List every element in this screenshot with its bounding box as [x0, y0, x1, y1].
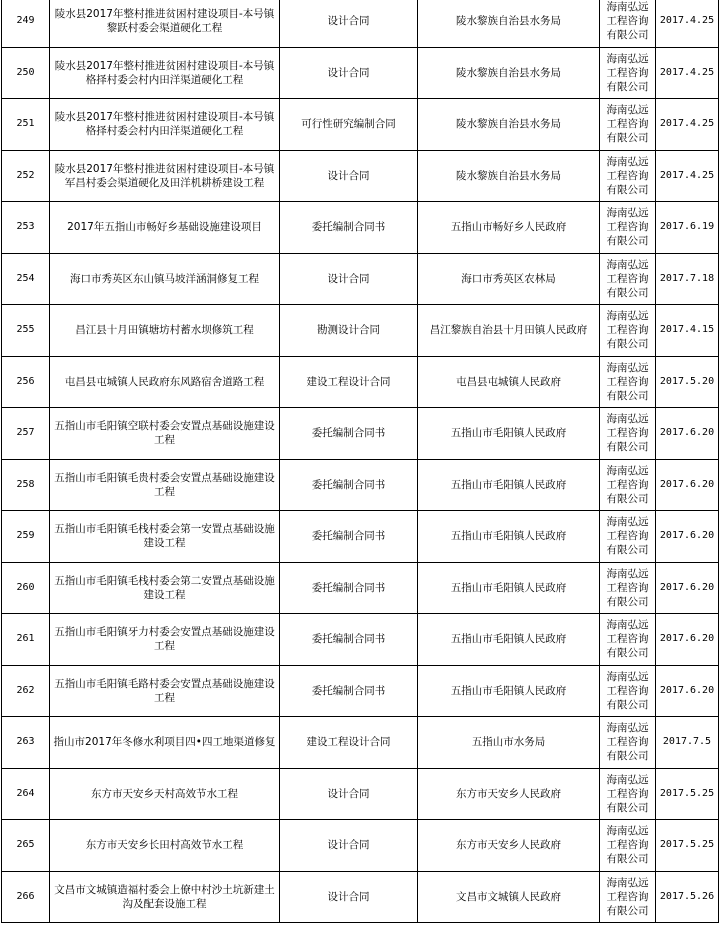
vendor-cell: 海南弘远工程咨询有限公司 [600, 820, 656, 872]
contract-type-cell: 勘测设计合同 [280, 305, 418, 357]
row-number-cell: 266 [2, 871, 50, 923]
client-cell: 五指山市毛阳镇人民政府 [418, 665, 600, 717]
row-number-cell: 264 [2, 768, 50, 820]
project-name-cell: 五指山市毛阳镇毛贵村委会安置点基础设施建设工程 [50, 459, 280, 511]
row-number-cell: 252 [2, 150, 50, 202]
client-cell: 文昌市文城镇人民政府 [418, 871, 600, 923]
row-number-cell: 260 [2, 562, 50, 614]
date-cell: 2017.6.19 [656, 202, 719, 254]
table-row [2, 253, 719, 305]
table-row [2, 562, 719, 614]
table-row [2, 150, 719, 202]
project-name-cell: 陵水县2017年整村推进贫困村建设项目-本号镇格择村委会村内田洋渠道硬化工程 [50, 99, 280, 151]
vendor-cell: 海南弘远工程咨询有限公司 [600, 253, 656, 305]
date-cell: 2017.5.20 [656, 356, 719, 408]
client-cell: 五指山市水务局 [418, 717, 600, 769]
vendor-cell: 海南弘远工程咨询有限公司 [600, 0, 656, 47]
vendor-cell: 海南弘远工程咨询有限公司 [600, 665, 656, 717]
row-number-cell: 251 [2, 99, 50, 151]
project-name-cell: 昌江县十月田镇塘坊村蓄水坝修筑工程 [50, 305, 280, 357]
date-cell: 2017.4.15 [656, 305, 719, 357]
vendor-cell: 海南弘远工程咨询有限公司 [600, 99, 656, 151]
date-cell: 2017.4.25 [656, 0, 719, 47]
vendor-cell: 海南弘远工程咨询有限公司 [600, 717, 656, 769]
client-cell: 五指山市毛阳镇人民政府 [418, 614, 600, 666]
vendor-cell: 海南弘远工程咨询有限公司 [600, 459, 656, 511]
row-number-cell: 257 [2, 408, 50, 460]
date-cell: 2017.7.5 [656, 717, 719, 769]
vendor-cell: 海南弘远工程咨询有限公司 [600, 614, 656, 666]
contracts-table-body [2, 0, 719, 923]
client-cell: 屯昌县屯城镇人民政府 [418, 356, 600, 408]
project-name-cell: 五指山市毛阳镇毛栈村委会第一安置点基础设施建设工程 [50, 511, 280, 563]
row-number-cell: 255 [2, 305, 50, 357]
vendor-cell: 海南弘远工程咨询有限公司 [600, 562, 656, 614]
client-cell: 五指山市毛阳镇人民政府 [418, 459, 600, 511]
vendor-cell: 海南弘远工程咨询有限公司 [600, 356, 656, 408]
contract-type-cell: 设计合同 [280, 47, 418, 99]
project-name-cell: 东方市天安乡天村高效节水工程 [50, 768, 280, 820]
contract-type-cell: 委托编制合同书 [280, 614, 418, 666]
project-name-cell: 屯昌县屯城镇人民政府东风路宿舍道路工程 [50, 356, 280, 408]
date-cell: 2017.6.20 [656, 408, 719, 460]
project-name-cell: 东方市天安乡长田村高效节水工程 [50, 820, 280, 872]
project-name-cell: 五指山市毛阳镇空联村委会安置点基础设施建设工程 [50, 408, 280, 460]
table-row [2, 47, 719, 99]
project-name-cell: 2017年五指山市畅好乡基础设施建设项目 [50, 202, 280, 254]
client-cell: 陵水黎族自治县水务局 [418, 150, 600, 202]
vendor-cell: 海南弘远工程咨询有限公司 [600, 305, 656, 357]
project-name-cell: 海口市秀英区东山镇马坡洋涵洞修复工程 [50, 253, 280, 305]
date-cell: 2017.6.20 [656, 459, 719, 511]
client-cell: 陵水黎族自治县水务局 [418, 0, 600, 47]
project-name-cell: 五指山市毛阳镇毛栈村委会第二安置点基础设施建设工程 [50, 562, 280, 614]
project-name-cell: 文昌市文城镇造福村委会上僚中村沙土坑新建土沟及配套设施工程 [50, 871, 280, 923]
contract-type-cell: 设计合同 [280, 871, 418, 923]
client-cell: 五指山市毛阳镇人民政府 [418, 511, 600, 563]
contract-type-cell: 建设工程设计合同 [280, 717, 418, 769]
contract-type-cell: 委托编制合同书 [280, 665, 418, 717]
project-name-cell: 陵水县2017年整村推进贫困村建设项目-本号镇格择村委会村内田洋渠道硬化工程 [50, 47, 280, 99]
date-cell: 2017.6.20 [656, 511, 719, 563]
client-cell: 东方市天安乡人民政府 [418, 820, 600, 872]
contract-type-cell: 委托编制合同书 [280, 511, 418, 563]
table-row [2, 871, 719, 923]
row-number-cell: 262 [2, 665, 50, 717]
date-cell: 2017.4.25 [656, 99, 719, 151]
row-number-cell: 256 [2, 356, 50, 408]
row-number-cell: 254 [2, 253, 50, 305]
date-cell: 2017.4.25 [656, 47, 719, 99]
table-row [2, 305, 719, 357]
contract-type-cell: 设计合同 [280, 820, 418, 872]
project-name-cell: 陵水县2017年整村推进贫困村建设项目-本号镇军昌村委会渠道硬化及田洋机耕桥建设工程 [50, 150, 280, 202]
contract-type-cell: 建设工程设计合同 [280, 356, 418, 408]
vendor-cell: 海南弘远工程咨询有限公司 [600, 202, 656, 254]
row-number-cell: 263 [2, 717, 50, 769]
row-number-cell: 249 [2, 0, 50, 47]
client-cell: 东方市天安乡人民政府 [418, 768, 600, 820]
table-row [2, 614, 719, 666]
contract-type-cell: 可行性研究编制合同 [280, 99, 418, 151]
client-cell: 陵水黎族自治县水务局 [418, 47, 600, 99]
table-row [2, 0, 719, 47]
table-row [2, 820, 719, 872]
table-row [2, 511, 719, 563]
contract-type-cell: 设计合同 [280, 150, 418, 202]
contract-type-cell: 委托编制合同书 [280, 408, 418, 460]
project-name-cell: 陵水县2017年整村推进贫困村建设项目-本号镇黎跃村委会渠道硬化工程 [50, 0, 280, 47]
vendor-cell: 海南弘远工程咨询有限公司 [600, 47, 656, 99]
project-name-cell: 指山市2017年冬修水利项目四•四工地渠道修复 [50, 717, 280, 769]
client-cell: 海口市秀英区农林局 [418, 253, 600, 305]
date-cell: 2017.7.18 [656, 253, 719, 305]
table-row [2, 768, 719, 820]
contract-type-cell: 委托编制合同书 [280, 459, 418, 511]
client-cell: 昌江黎族自治县十月田镇人民政府 [418, 305, 600, 357]
date-cell: 2017.5.26 [656, 871, 719, 923]
vendor-cell: 海南弘远工程咨询有限公司 [600, 150, 656, 202]
contract-type-cell: 委托编制合同书 [280, 562, 418, 614]
date-cell: 2017.6.20 [656, 614, 719, 666]
date-cell: 2017.5.25 [656, 820, 719, 872]
project-name-cell: 五指山市毛阳镇牙力村委会安置点基础设施建设工程 [50, 614, 280, 666]
contract-type-cell: 设计合同 [280, 768, 418, 820]
date-cell: 2017.6.20 [656, 665, 719, 717]
table-row [2, 202, 719, 254]
contract-type-cell: 委托编制合同书 [280, 202, 418, 254]
table-row [2, 665, 719, 717]
row-number-cell: 250 [2, 47, 50, 99]
row-number-cell: 265 [2, 820, 50, 872]
table-row [2, 408, 719, 460]
table-row [2, 356, 719, 408]
date-cell: 2017.4.25 [656, 150, 719, 202]
row-number-cell: 259 [2, 511, 50, 563]
client-cell: 五指山市畅好乡人民政府 [418, 202, 600, 254]
vendor-cell: 海南弘远工程咨询有限公司 [600, 511, 656, 563]
date-cell: 2017.5.25 [656, 768, 719, 820]
table-row [2, 99, 719, 151]
client-cell: 五指山市毛阳镇人民政府 [418, 562, 600, 614]
contracts-table [1, 0, 719, 923]
project-name-cell: 五指山市毛阳镇毛路村委会安置点基础设施建设工程 [50, 665, 280, 717]
vendor-cell: 海南弘远工程咨询有限公司 [600, 768, 656, 820]
contract-type-cell: 设计合同 [280, 0, 418, 47]
table-row [2, 459, 719, 511]
client-cell: 陵水黎族自治县水务局 [418, 99, 600, 151]
vendor-cell: 海南弘远工程咨询有限公司 [600, 871, 656, 923]
vendor-cell: 海南弘远工程咨询有限公司 [600, 408, 656, 460]
date-cell: 2017.6.20 [656, 562, 719, 614]
contract-type-cell: 设计合同 [280, 253, 418, 305]
table-row [2, 717, 719, 769]
client-cell: 五指山市毛阳镇人民政府 [418, 408, 600, 460]
row-number-cell: 261 [2, 614, 50, 666]
row-number-cell: 258 [2, 459, 50, 511]
row-number-cell: 253 [2, 202, 50, 254]
